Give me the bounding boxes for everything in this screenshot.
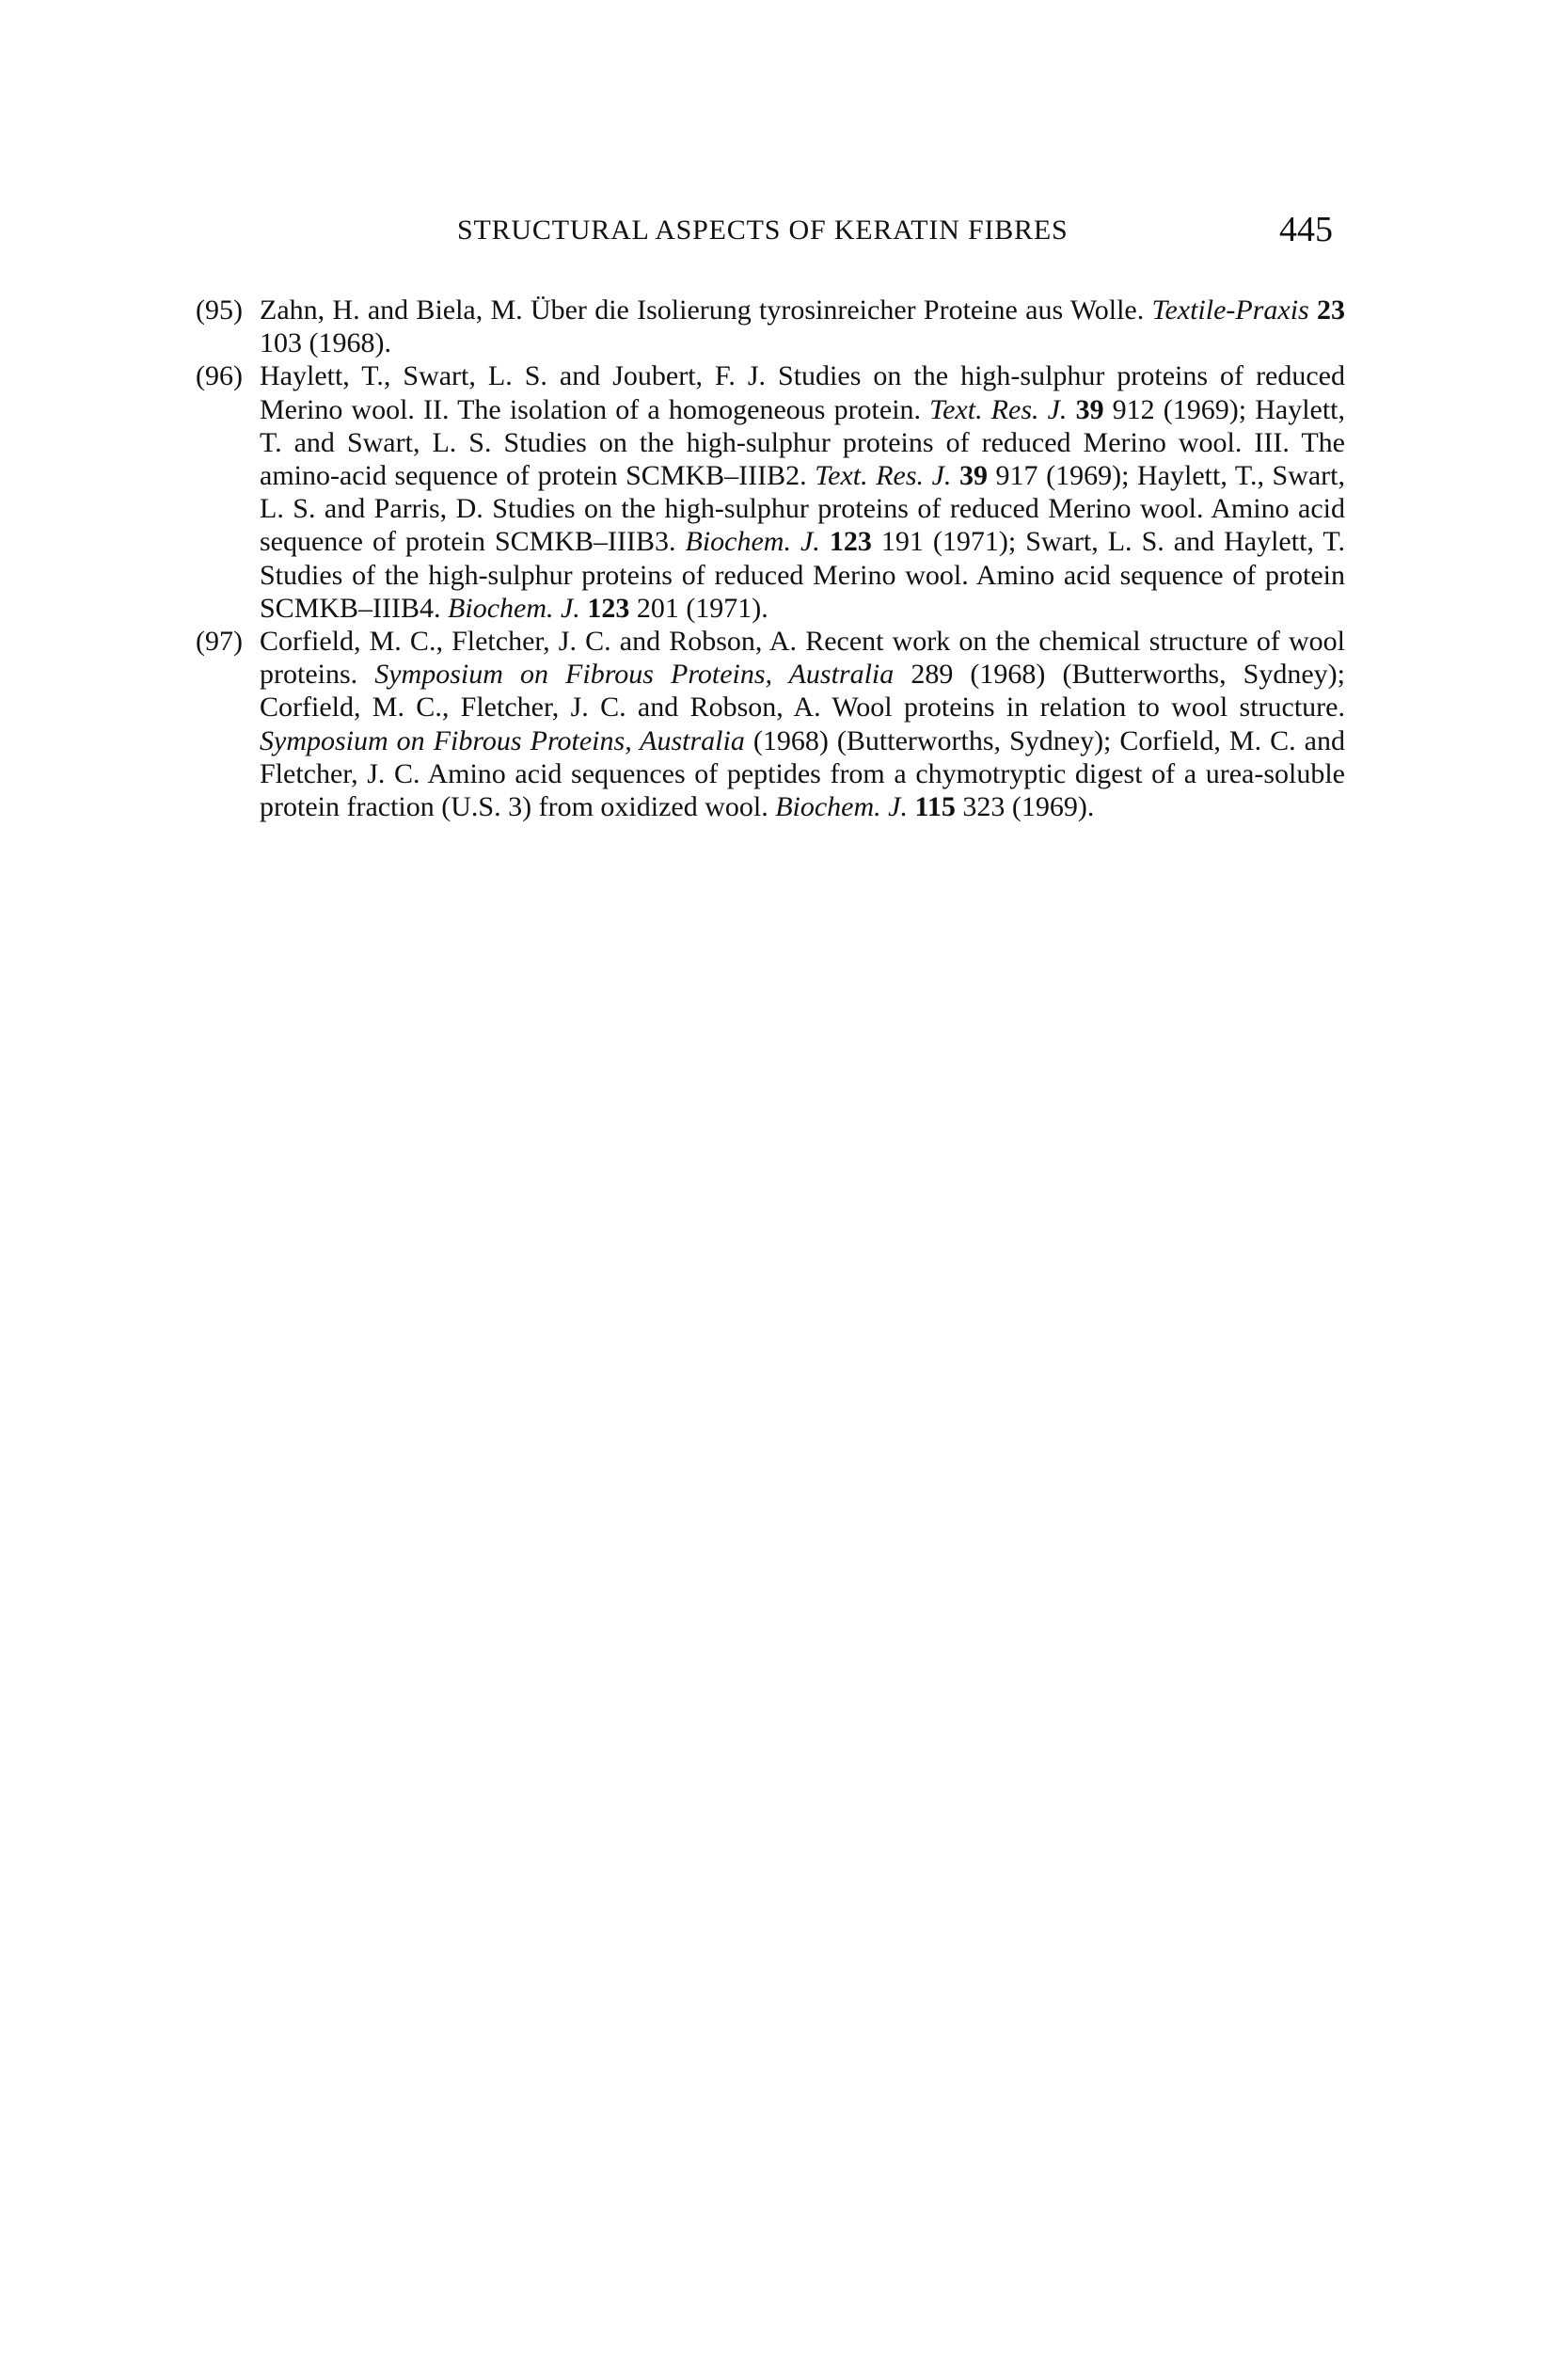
reference-text: [260, 625, 1345, 823]
reference-text: [260, 359, 1345, 625]
citation-text: [1309, 294, 1317, 326]
citation-text: 917 (1969); Haylett, T., Swart, L. S. and Parris, D. Studies on the high-sulphur proteins of reduced Merino wool. Amino acid sequence of protein SCMKB–IIIB3.: [260, 460, 1346, 558]
volume-number: 115: [914, 791, 956, 823]
citation-text: 323 (1969).: [955, 791, 1095, 823]
citation-text: [951, 460, 959, 491]
journal-title: Biochem. J.: [685, 526, 820, 558]
running-title: STRUCTURAL ASPECTS OF KERATIN FIBRES: [457, 215, 1069, 246]
citation-text: [1067, 394, 1075, 425]
reference-number: (95): [196, 294, 243, 326]
citation-text: Haylett, T., Swart, L. S. and Joubert, F. J. Studies on the high-sulphur proteins of reduced Merino wool. II. The isolation of a homogeneous protein.: [260, 360, 1345, 425]
citation-text: Corfield, M. C., Fletcher, J. C. and Robson, A. Recent work on the chemical structure of wool proteins.: [260, 626, 1345, 691]
volume-number: 123: [829, 526, 872, 558]
reference-text: [260, 294, 1345, 359]
reference-96: [196, 359, 1345, 625]
journal-title: Biochem. J.: [775, 791, 908, 823]
journal-title: Textile-Praxis: [1151, 294, 1309, 326]
reference-list: [196, 294, 1345, 823]
volume-number: 123: [587, 592, 630, 624]
journal-title: Text. Res. J.: [929, 393, 1068, 425]
journal-title: Symposium on Fibrous Proteins, Australia: [374, 659, 895, 691]
journal-title: Biochem. J.: [448, 592, 580, 624]
citation-text: [820, 526, 830, 557]
citation-text: 912 (1969); Haylett, T. and Swart, L. S. Studies on the high-sulphur proteins of reduced Merino wool. III. The amino-acid sequence of protein SCMKB–IIIB2.: [260, 393, 1346, 492]
volume-number: 39: [1075, 393, 1104, 425]
citation-text: 103 (1968).: [260, 327, 391, 359]
journal-title: Text. Res. J.: [815, 460, 952, 492]
citation-text: 191 (1971); Swart, L. S. and Haylett, T. Studies of the high-sulphur proteins of reduced Merino wool. Amino acid sequence of protein SCMKB–IIIB4.: [260, 526, 1345, 624]
citation-text: Zahn, H. and Biela, M. Über die Isolierung tyrosinreicher Proteine aus Wolle.: [260, 294, 1152, 326]
page-number: 445: [1279, 210, 1333, 249]
journal-title: Symposium on Fibrous Proteins, Australia: [260, 724, 745, 756]
reference-number: (96): [196, 360, 243, 392]
citation-text: (1968) (Butterworths, Sydney); Corfield, M. C. and Fletcher, J. C. Amino acid sequences of peptides from a chymotryptic digest of a urea-soluble protein fraction (U.S. 3) from oxidized wool.: [260, 724, 1345, 823]
reference-97: [196, 625, 1345, 823]
volume-number: 23: [1317, 294, 1346, 326]
citation-text: 201 (1971).: [629, 592, 768, 624]
citation-text: 289 (1968) (Butterworths, Sydney); Corfield, M. C., Fletcher, J. C. and Robson, A. Wool proteins in relation to wool structure.: [260, 659, 1345, 724]
reference-number: (97): [196, 626, 243, 658]
volume-number: 39: [958, 460, 988, 492]
reference-95: [196, 294, 1345, 359]
